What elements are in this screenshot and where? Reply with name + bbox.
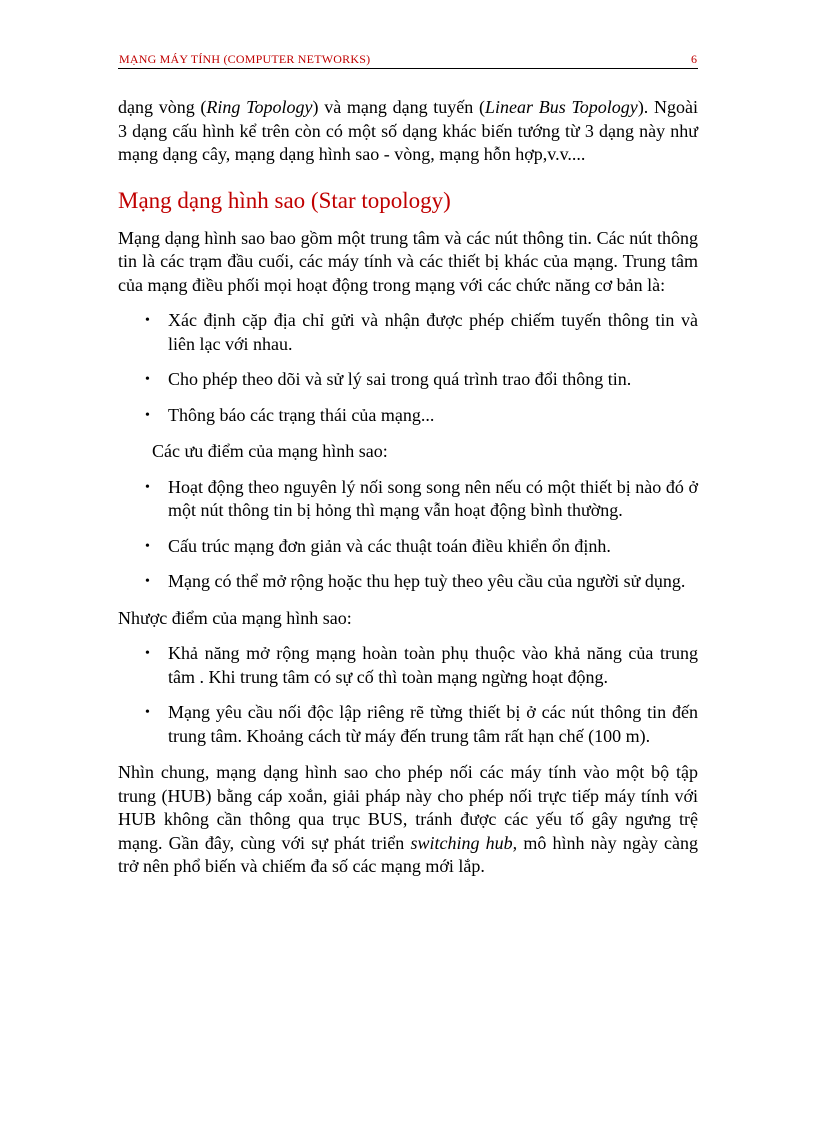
advantage-text: Mạng có thể mở rộng hoặc thu hẹp tuỳ theo yêu cầu của người sử dụng. xyxy=(168,571,686,591)
list-item xyxy=(118,570,698,594)
section-heading: Mạng dạng hình sao (Star topology) xyxy=(118,187,451,213)
bullet-icon: • xyxy=(145,574,150,589)
advantages-list xyxy=(118,476,698,594)
disadvantage-text: Mạng yêu cầu nối độc lập riêng rẽ từng thiết bị ở các nút thông tin đến trung tâm. Khoảng cách từ máy đến trung tâm rất hạn chế (100 m). xyxy=(168,702,698,746)
bullet-icon: • xyxy=(145,372,150,387)
bullet-icon: • xyxy=(145,479,150,495)
bullet-icon: • xyxy=(145,407,150,423)
intro-paragraph xyxy=(118,96,698,167)
bullet-icon: • xyxy=(145,646,150,661)
advantage-text: Cấu trúc mạng đơn giản và các thuật toán điều khiển ổn định. xyxy=(168,535,611,556)
bullet-icon: • xyxy=(145,313,150,328)
advantages-label: Các ưu điểm của mạng hình sao: xyxy=(152,441,388,461)
intro-italic-bus: Linear Bus Topology xyxy=(485,97,638,117)
header-title: MẠNG MÁY TÍNH (COMPUTER NETWORKS) xyxy=(119,52,371,66)
list-item xyxy=(118,368,698,392)
list-item xyxy=(118,535,698,559)
list-item xyxy=(118,642,698,689)
function-text: Xác định cặp địa chỉ gửi và nhận được phép chiếm tuyến thông tin và liên lạc với nhau. xyxy=(168,310,698,354)
bullet-icon: • xyxy=(145,538,150,554)
function-text: Thông báo các trạng thái của mạng... xyxy=(168,404,435,425)
list-item xyxy=(118,309,698,356)
page-content xyxy=(118,96,698,879)
conclusion-italic: switching hub, xyxy=(410,832,518,853)
conclusion-paragraph xyxy=(118,761,698,879)
intro-text-1: dạng vòng ( xyxy=(118,97,207,117)
conclusion-text-1: Nhìn chung, mạng dạng hình sao cho phép nối các máy tính vào một bộ tập trung (HUB) bằng cáp xoắn, giải pháp này cho phép nối trực tiếp máy tính với HUB không cần thông qua trục BUS, tránh được các yếu tố gây ngưng trệ mạng. Gần đây, cùng với sự phát triển xyxy=(118,762,698,853)
intro-italic-ring: Ring Topology xyxy=(206,97,313,117)
functions-list xyxy=(118,309,698,427)
intro-text-3: ). Ngoài 3 dạng cấu hình kể trên còn có một số dạng khác biến tướng từ 3 dạng này như mạng dạng cây, mạng dạng hình sao - vòng, mạng hỗn hợp,v.v.... xyxy=(118,97,699,164)
disadvantages-label: Nhược điểm của mạng hình sao: xyxy=(118,607,352,628)
list-item xyxy=(118,404,698,428)
list-item xyxy=(118,476,698,523)
function-text: Cho phép theo dõi và sử lý sai trong quá trình trao đổi thông tin. xyxy=(168,369,632,389)
list-item xyxy=(118,701,698,748)
page-number: 6 xyxy=(691,52,697,66)
disadvantages-list xyxy=(118,642,698,748)
star-description: Mạng dạng hình sao bao gồm một trung tâm và các nút thông tin. Các nút thông tin là các trạm đầu cuối, các máy tính và các thiết bị khác của mạng. Trung tâm của mạng điều phối mọi hoạt động trong mạng với các chức năng cơ bản là: xyxy=(118,227,698,295)
conclusion-text-2: mô hình này ngày càng trở nên phổ biến và chiếm đa số các mạng mới lắp. xyxy=(118,832,698,876)
intro-text-2: ) và mạng dạng tuyến ( xyxy=(312,97,486,117)
disadvantage-text: Khả năng mở rộng mạng hoàn toàn phụ thuộc vào khả năng của trung tâm . Khi trung tâm có sự cố thì toàn mạng ngừng hoạt động. xyxy=(168,643,698,687)
bullet-icon: • xyxy=(145,705,150,720)
page-header xyxy=(118,50,698,69)
advantage-text: Hoạt động theo nguyên lý nối song song nên nếu có một thiết bị nào đó ở một nút thông tin bị hỏng thì mạng vẫn hoạt động bình thường. xyxy=(168,476,698,520)
